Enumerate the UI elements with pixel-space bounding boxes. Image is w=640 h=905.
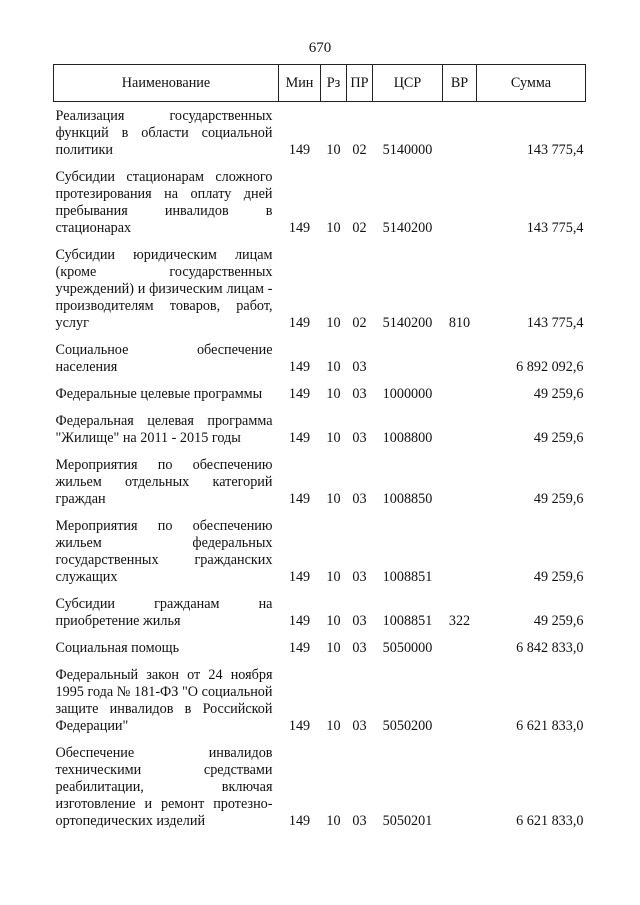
cell-sum: 49 259,6	[533, 430, 584, 446]
cell-sum: 49 259,6	[533, 613, 584, 629]
table-row	[54, 407, 586, 451]
cell-name: Субсидии гражданам на приобретение жилья	[55, 596, 273, 629]
cell-vr	[443, 407, 477, 451]
cell-name: Реализация государственных функций в области социальной политики	[55, 108, 273, 158]
cell-sum: 6 892 092,6	[516, 359, 584, 375]
table-row	[54, 380, 586, 407]
cell-vr	[443, 336, 477, 380]
cell-pr: 03	[352, 491, 367, 507]
cell-min: 149	[288, 813, 311, 829]
cell-csr: 1008850	[382, 491, 433, 507]
cell-vr	[443, 163, 477, 241]
cell-pr: 02	[352, 315, 367, 331]
cell-min: 149	[288, 315, 311, 331]
cell-min: 149	[288, 386, 311, 402]
cell-sum: 49 259,6	[533, 491, 584, 507]
cell-pr: 03	[352, 359, 367, 375]
cell-min: 149	[288, 142, 311, 158]
table-row	[54, 590, 586, 634]
table-body	[54, 102, 586, 835]
header-rz: Рз	[321, 65, 347, 102]
cell-vr	[443, 739, 477, 834]
cell-rz: 10	[326, 718, 341, 734]
cell-name: Мероприятия по обеспечению жильем отдельных категорий граждан	[55, 457, 273, 507]
table-row	[54, 163, 586, 241]
header-vr: ВР	[443, 65, 477, 102]
cell-csr: 1000000	[382, 386, 433, 402]
cell-sum: 49 259,6	[533, 569, 584, 585]
table-header	[54, 65, 586, 102]
cell-min: 149	[288, 491, 311, 507]
cell-rz: 10	[326, 569, 341, 585]
table-row	[54, 661, 586, 739]
cell-name: Субсидии юридическим лицам (кроме государственных учреждений) и физическим лицам - производителям товаров, работ, услуг	[55, 247, 273, 331]
cell-vr	[443, 512, 477, 590]
cell-vr: 322	[448, 613, 471, 629]
table-row	[54, 512, 586, 590]
cell-pr: 02	[352, 220, 367, 236]
budget-table	[53, 64, 586, 834]
cell-sum: 143 775,4	[526, 220, 584, 236]
cell-sum: 143 775,4	[526, 142, 584, 158]
table-row	[54, 336, 586, 380]
cell-name: Федеральная целевая программа "Жилище" на 2011 - 2015 годы	[55, 413, 273, 446]
cell-pr: 02	[352, 142, 367, 158]
header-min: Мин	[279, 65, 321, 102]
cell-csr: 1008851	[382, 569, 433, 585]
cell-name: Федеральные целевые программы	[55, 386, 263, 402]
cell-rz: 10	[326, 220, 341, 236]
cell-min: 149	[288, 613, 311, 629]
cell-name: Социальное обеспечение населения	[55, 342, 273, 375]
cell-sum: 49 259,6	[533, 386, 584, 402]
cell-csr: 5050201	[382, 813, 433, 829]
table-row	[54, 634, 586, 661]
cell-csr: 1008851	[382, 613, 433, 629]
cell-vr	[443, 102, 477, 164]
cell-vr	[443, 451, 477, 512]
cell-vr	[443, 380, 477, 407]
cell-name: Обеспечение инвалидов техническими средствами реабилитации, включая изготовление и ремонт протезно-ортопедических изделий	[55, 745, 273, 829]
cell-pr: 03	[352, 386, 367, 402]
table-row	[54, 451, 586, 512]
cell-csr: 5140200	[382, 315, 433, 331]
cell-rz: 10	[326, 142, 341, 158]
cell-csr: 5140000	[382, 142, 433, 158]
cell-rz: 10	[326, 491, 341, 507]
table-row	[54, 739, 586, 834]
cell-rz: 10	[326, 386, 341, 402]
cell-csr: 5050000	[382, 640, 433, 656]
cell-sum: 143 775,4	[526, 315, 584, 331]
table-row	[54, 241, 586, 336]
header-name: Наименование	[54, 65, 279, 102]
cell-pr: 03	[352, 640, 367, 656]
header-pr: ПР	[347, 65, 373, 102]
cell-min: 149	[288, 220, 311, 236]
cell-min: 149	[288, 569, 311, 585]
cell-pr: 03	[352, 569, 367, 585]
cell-sum: 6 842 833,0	[516, 640, 584, 656]
cell-sum: 6 621 833,0	[516, 813, 584, 829]
cell-pr: 03	[352, 813, 367, 829]
cell-csr: 5140200	[382, 220, 433, 236]
header-csr: ЦСР	[373, 65, 443, 102]
cell-sum: 6 621 833,0	[516, 718, 584, 734]
cell-rz: 10	[326, 813, 341, 829]
header-sum: Сумма	[477, 65, 586, 102]
cell-min: 149	[288, 640, 311, 656]
cell-rz: 10	[326, 315, 341, 331]
cell-rz: 10	[326, 640, 341, 656]
cell-pr: 03	[352, 718, 367, 734]
cell-min: 149	[288, 430, 311, 446]
cell-pr: 03	[352, 430, 367, 446]
cell-name: Субсидии стационарам сложного протезирования на оплату дней пребывания инвалидов в стационарах	[55, 169, 273, 236]
cell-vr	[443, 634, 477, 661]
cell-pr: 03	[352, 613, 367, 629]
cell-rz: 10	[326, 359, 341, 375]
table-row	[54, 102, 586, 164]
page-number: 670	[308, 40, 332, 56]
cell-csr	[373, 336, 443, 380]
cell-name: Социальная помощь	[55, 640, 180, 656]
cell-min: 149	[288, 718, 311, 734]
cell-name: Федеральный закон от 24 ноября 1995 года № 181-ФЗ "О социальной защите инвалидов в Российской Федерации"	[55, 667, 273, 734]
cell-vr	[443, 661, 477, 739]
cell-csr: 5050200	[382, 718, 433, 734]
cell-rz: 10	[326, 613, 341, 629]
cell-min: 149	[288, 359, 311, 375]
cell-name: Мероприятия по обеспечению жильем федеральных государственных гражданских служащих	[55, 518, 273, 585]
cell-csr: 1008800	[382, 430, 433, 446]
cell-vr: 810	[448, 315, 471, 331]
cell-rz: 10	[326, 430, 341, 446]
